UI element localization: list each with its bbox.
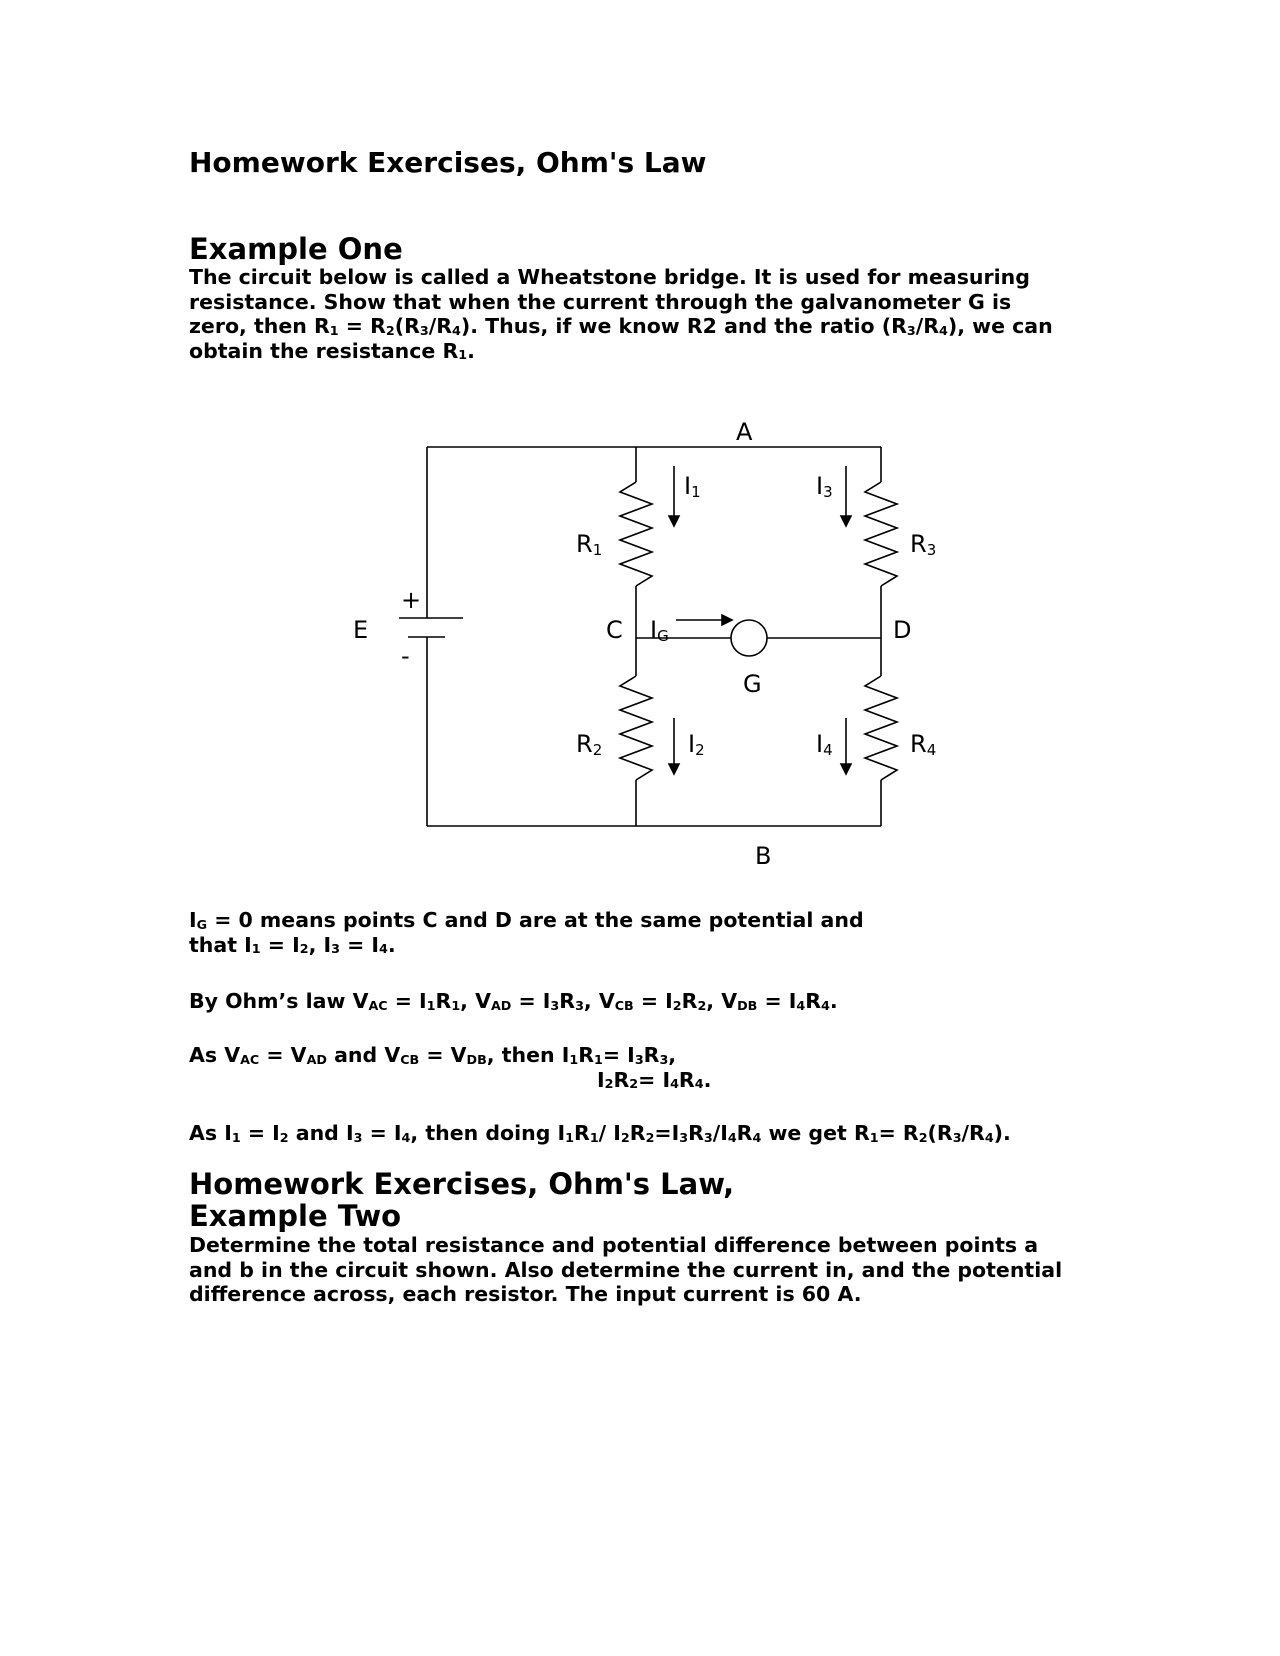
- r3-label: R3: [910, 530, 937, 559]
- example-two-line-3: difference across, each resistor. The input current is 60 A.: [189, 1282, 862, 1306]
- source-e-label: E: [353, 616, 369, 644]
- example-two-text: [189, 1233, 1089, 1307]
- galvanometer-label: G: [743, 670, 762, 698]
- intro-line-2: resistance. Show that when the current through the galvanometer G is: [189, 289, 1012, 314]
- example-two-heading-line-2: Example Two: [189, 1199, 402, 1233]
- arrow-i3-head: [841, 516, 851, 526]
- arrow-i4-head: [841, 764, 851, 774]
- battery-minus-label: -: [401, 642, 410, 670]
- derivation-line-4: As $V_{AC} = V_{AD}$ and $V_{CB} = V_{DB}$, then $I_1R_1= I_3R_3$,: [189, 1043, 677, 1067]
- i1-label: I1: [684, 472, 701, 501]
- ig-label: IG: [650, 616, 669, 645]
- arrow-i2-head: [669, 764, 679, 774]
- node-d-label: D: [893, 616, 912, 644]
- intro-line-4: obtain the resistance $R_1$.: [189, 338, 475, 363]
- node-a-label: A: [736, 418, 753, 446]
- node-c-label: C: [606, 616, 623, 644]
- battery-plus-label: +: [401, 586, 422, 614]
- i4-label: I4: [816, 730, 833, 759]
- resistor-r2: [620, 676, 652, 780]
- page-title: Homework Exercises, Ohm's Law: [189, 146, 707, 179]
- intro-line-3: zero, then $R_1 = R_2(R_3/R_4)$. Thus, if we know R2 and the ratio $(R_3/R_4)$, we can: [189, 314, 1053, 338]
- galvanometer-icon: [731, 620, 767, 656]
- arrow-ig-head: [722, 615, 732, 625]
- example-one-heading: Example One: [189, 232, 403, 266]
- example-two-heading-line-1: Homework Exercises, Ohm's Law,: [189, 1167, 735, 1201]
- derivation-para-3: [189, 1043, 1089, 1092]
- i3-label: I3: [816, 472, 833, 501]
- r4-label: R4: [910, 730, 937, 759]
- r1-label: R1: [576, 530, 603, 559]
- example-two-line-2: and b in the circuit shown. Also determine the current in, and the potential: [189, 1257, 1063, 1282]
- derivation-para-1: [189, 908, 1089, 957]
- r2-label: R2: [576, 730, 603, 759]
- node-b-label: B: [755, 842, 772, 870]
- derivation-para-2: [189, 989, 1089, 1014]
- intro-line-1: The circuit below is called a Wheatstone bridge. It is used for measuring: [189, 265, 1030, 289]
- resistor-r3: [865, 482, 897, 586]
- derivation-line-3: By Ohm’s law $V_{AC} = I_1R_1$, $V_{AD} = I_3R_3$, $V_{CB} = I_2R_2$, $V_{DB} = I_4R_4$.: [189, 989, 838, 1013]
- derivation-line-1: $I_G = 0$ means points C and D are at the same potential and: [189, 908, 864, 932]
- derivation-line-5: $I_2R_2= I_4R_4$.: [597, 1067, 712, 1092]
- derivation-line-6: As $I_1 = I_2$ and $I_3 = I_4$, then doing $I_1R_1/$ $I_2R_2=I_3R_3/I_4R_4$ we get $R_1= R_2(R_3/R_4)$.: [189, 1121, 1011, 1145]
- resistor-r1: [620, 482, 652, 586]
- derivation-para-4: [189, 1121, 1089, 1146]
- example-two-line-1: Determine the total resistance and potential difference between points a: [189, 1233, 1039, 1257]
- derivation-line-2: that $I_1 = I_2$, $I_3 = I_4$.: [189, 932, 396, 957]
- arrow-i1-head: [669, 516, 679, 526]
- i2-label: I2: [688, 730, 705, 759]
- resistor-r4: [865, 676, 897, 780]
